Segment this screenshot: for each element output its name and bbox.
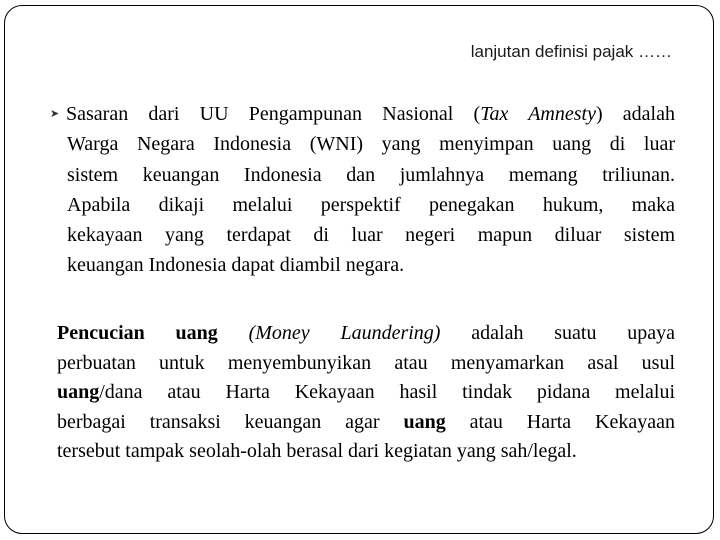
italic-term: (Money Laundering) (248, 322, 441, 344)
paragraph-line: Warga Negara Indonesia (WNI) yang menyimpan uang di luar (67, 133, 675, 156)
paragraph-money-laundering (57, 319, 675, 467)
paragraph-line: Apabila dikaji melalui perspektif penegakan hukum, maka (67, 193, 675, 216)
text-run: berbagai transaksi keuangan agar (57, 410, 380, 433)
paragraph-line: perbuatan untuk menyembunyikan atau menyamarkan asal usul (57, 351, 675, 374)
paragraph-line (57, 378, 675, 408)
italic-term: Tax Amnesty (480, 103, 596, 125)
paragraph-line (57, 319, 675, 349)
slide-frame (4, 5, 714, 534)
bold-term: uang (57, 381, 100, 404)
paragraph-tax-amnesty (50, 99, 675, 281)
text-run: Sasaran dari UU Pengampunan Nasional ( (66, 103, 481, 125)
text-run: /dana atau Harta Kekayaan hasil tindak pidana melalui (99, 381, 675, 404)
paragraph-line: tersebut tampak seolah-olah berasal dari kegiatan yang sah/legal. (57, 440, 577, 463)
bold-term: uang (403, 410, 446, 433)
text-run: adalah suatu upaya (471, 322, 676, 344)
circle-arrow-bullet-icon: ➤ (50, 108, 60, 120)
paragraph-line: kekayaan yang terdapat di luar negeri mapun diluar sistem (67, 224, 675, 247)
paragraph-line (57, 408, 675, 438)
paragraph-line: keuangan Indonesia dapat diambil negara. (67, 254, 405, 277)
text-run: ) adalah (595, 103, 675, 125)
slide-subtitle: lanjutan definisi pajak …… (470, 42, 672, 61)
paragraph-line (50, 99, 675, 129)
paragraph-line: sistem keuangan Indonesia dan jumlahnya memang triliunan. (67, 163, 675, 186)
bold-term: Pencucian uang (57, 322, 218, 344)
text-run: atau Harta Kekayaan (469, 410, 676, 433)
